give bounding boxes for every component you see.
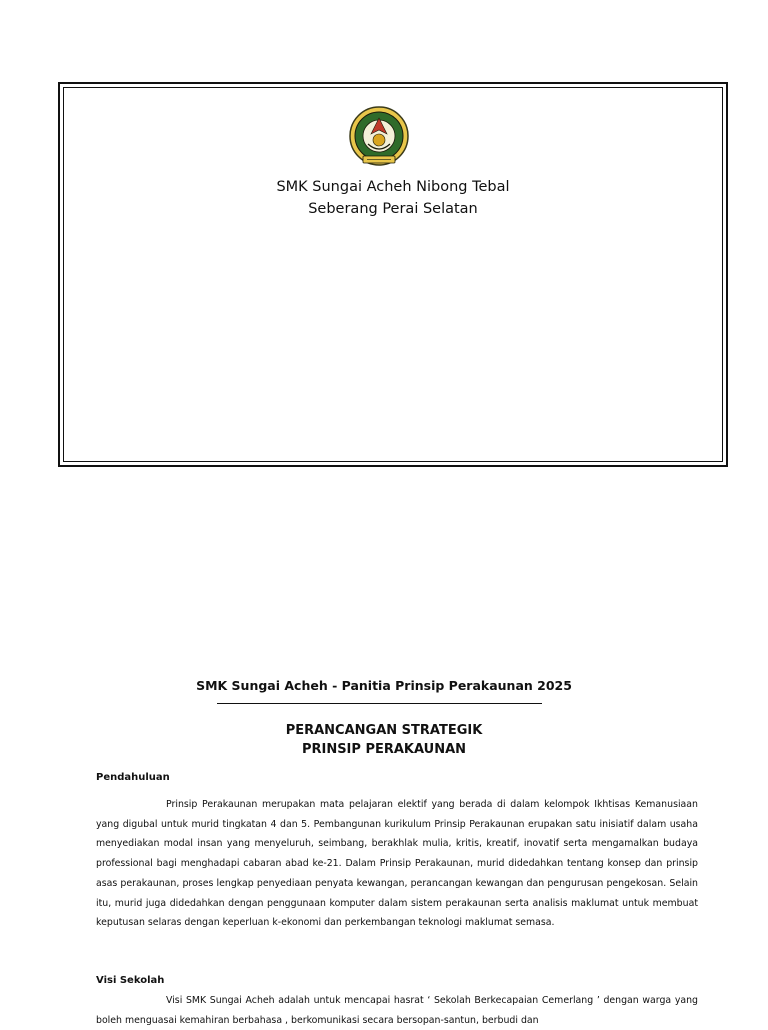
title-line1: PERANCANGAN STRATEGIK [285,723,483,738]
section-body-visi-sekolah: Visi SMK Sungai Acheh adalah untuk mencapai hasrat ‘ Sekolah Berkecapaian Cemerlang ’ dengan warga yang boleh menguasai kemahiran berbahasa , berkomunikasi secara bersopan-santun, berbudi dan [96,995,698,1026]
school-name-block [60,176,726,220]
title-line2: PRINSIP PERAKAUNAN [301,742,467,757]
section-label-pendahuluan: Pendahuluan [96,772,170,783]
header-underline [217,703,542,704]
document-header: SMK Sungai Acheh - Panitia Prinsip Perakaunan 2025 [196,678,572,693]
document-title [0,721,768,759]
school-name-line2: Seberang Perai Selatan [308,201,478,217]
school-name-line1: SMK Sungai Acheh Nibong Tebal [276,179,510,195]
section-label-visi-sekolah: Visi Sekolah [96,975,165,986]
school-crest-icon [346,104,412,170]
section-body-pendahuluan: Prinsip Perakaunan merupakan mata pelajaran elektif yang berada di dalam kelompok Ikhtisas Kemanusiaan yang digubal untuk murid tingkatan 4 dan 5. Pembangunan kurikulum Prinsip Perakaunan erupakan satu inisiatif dalam usaha menyediakan modal insan yang menyeluruh, seimbang, berakhlak mulia, kritis, kreatif, inovatif serta mengamalkan budaya professional bagi menghadapi cabaran abad ke-21. Dalam Prinsip Perakaunan, murid didedahkan tentang konsep dan prinsip asas perakaunan, proses lengkap penyediaan penyata kewangan, perancangan kewangan dan pengurusan pengekosan. Selain itu, murid juga didedahkan dengan penggunaan komputer dalam sistem perakaunan serta analisis maklumat untuk membuat keputusan selaras dengan keperluan k-ekonomi dan perkembangan teknologi maklumat semasa. [96,799,698,929]
cover-frame [58,82,728,467]
